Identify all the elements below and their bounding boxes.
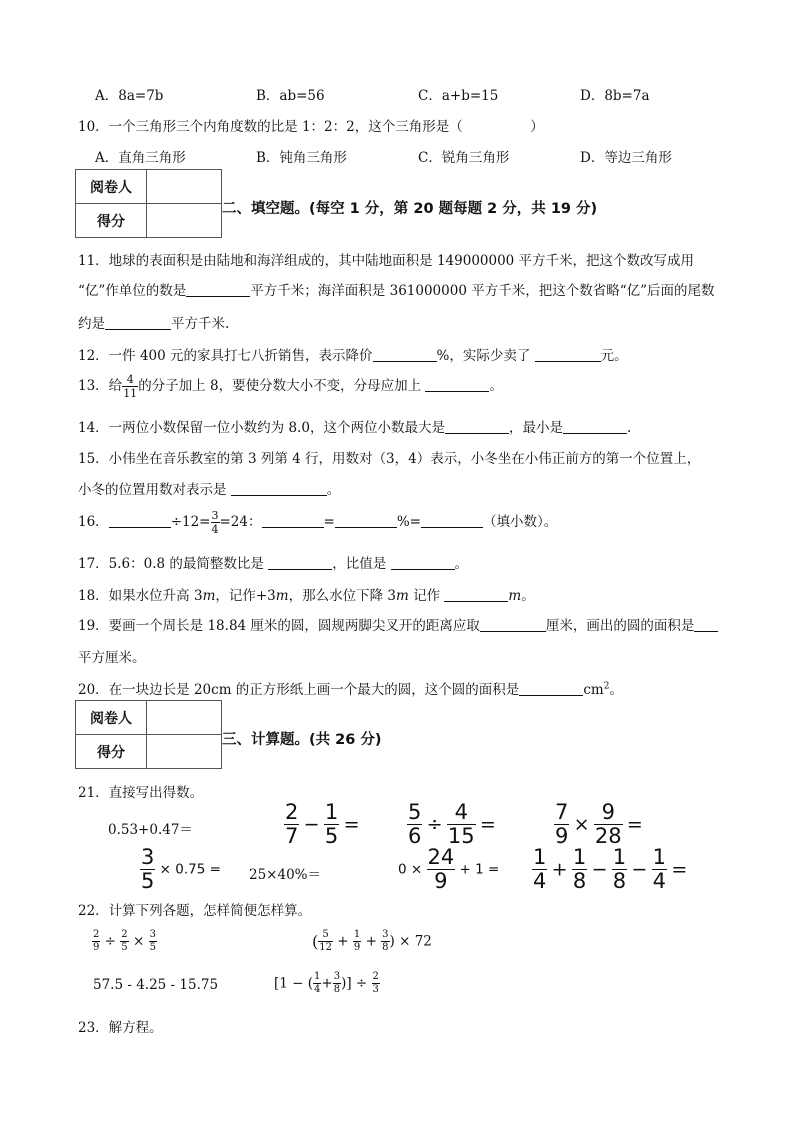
answer-blank[interactable]: [694, 617, 718, 632]
answer-blank[interactable]: [445, 419, 509, 434]
q10-option-a: A．直角三角形: [95, 150, 186, 166]
fraction: $\frac{1}{5}$: [324, 800, 339, 848]
fraction: $\frac{9}{28}$: [594, 800, 622, 848]
q15-line2: 小冬的位置用数对表示是 。: [78, 482, 341, 498]
q9-option-d: D．8b=7a: [580, 88, 650, 104]
q10-option-d: D．等边三角形: [580, 150, 672, 166]
q19-line1: 19．要画一个周长是 18.84 厘米的圆，圆规两脚尖叉开的距离应取 厘米，画出的圆的面积是: [78, 614, 718, 634]
answer-blank[interactable]: [268, 555, 332, 570]
q12: 12．一件 400 元的家具打七八折销售，表示降价 %，实际少卖了 元。: [78, 348, 628, 364]
fraction: $\frac{3}{8}$: [382, 929, 389, 953]
grader-label: 阅卷人: [76, 170, 147, 204]
answer-blank[interactable]: [519, 681, 583, 696]
q9-option-a: A．8a=7b: [95, 88, 164, 104]
fraction: $\frac{2}{5}$: [121, 929, 128, 953]
score-label: 得分: [76, 735, 147, 769]
fraction: $\frac{2}{3}$: [372, 971, 379, 995]
q23-title: 23．解方程。: [78, 1020, 163, 1036]
q10-option-b: B．钝角三角形: [256, 150, 347, 166]
fraction: $\frac{5}{6}$: [408, 800, 422, 848]
grader-cell: [147, 701, 222, 735]
fraction: $\frac{1}{4}$: [652, 845, 667, 893]
q22-expr-1: $\frac{2}{9}$ ÷ $\frac{2}{5}$ × $\frac{3}{5}$: [93, 929, 156, 953]
answer-blank[interactable]: [563, 419, 627, 434]
fraction: $\frac{2}{7}$: [285, 800, 299, 848]
answer-blank[interactable]: [109, 513, 171, 528]
fraction: $\frac{4}{11}$: [123, 373, 138, 400]
q17: 17．5.6：0.8 的最简整数比是 ，比值是 。: [78, 556, 468, 572]
answer-blank[interactable]: [373, 347, 437, 362]
fraction: $\frac{1}{9}$: [353, 929, 361, 953]
grader-label: 阅卷人: [76, 701, 147, 735]
score-label: 得分: [76, 204, 147, 238]
fraction: $\frac{1}{8}$: [612, 845, 627, 893]
answer-blank[interactable]: [186, 282, 250, 297]
answer-blank[interactable]: [480, 617, 546, 632]
q10-option-c: C．锐角三角形: [418, 150, 510, 166]
score-box-2: [75, 700, 222, 769]
q19-line2: 平方厘米。: [78, 650, 146, 666]
q22-expr-4: [1 − ( $\frac{1}{4}$ + $\frac{3}{8}$ )] ÷ $\frac{2}{3}$: [274, 971, 379, 995]
answer-blank[interactable]: [391, 555, 455, 570]
q11-line2: “亿”作单位的数是 平方千米；海洋面积是 361000000 平方千米，把这个数省略“亿”后面的尾数: [78, 283, 715, 299]
fraction: $\frac{3}{4}$: [211, 509, 219, 536]
q16: 16． ÷12= $\frac{3}{4}$ =24： = %= （填小数）。: [78, 509, 558, 536]
score-box-1: [75, 169, 222, 238]
q18: 18．如果水位升高 3m，记作+3m，那么水位下降 3m 记作 m。: [78, 588, 535, 604]
fraction: $\frac{1}{4}$: [533, 845, 547, 893]
grader-cell: [147, 170, 222, 204]
q21-expr-6: 25×40%＝: [249, 867, 321, 883]
q11-line1: 11．地球的表面积是由陆地和海洋组成的，其中陆地面积是 149000000 平方千米，把这个数改写成用: [78, 253, 695, 269]
fraction: $\frac{3}{5}$: [141, 845, 155, 893]
q20: 20．在一块边长是 20cm 的正方形纸上画一个最大的圆，这个圆的面积是 $cm^2$。: [78, 681, 623, 698]
q21-expr-1: 0.53+0.47＝: [108, 822, 193, 838]
q21-expr-4: $\frac{7}{9}$ × $\frac{9}{28}$ =: [555, 800, 643, 848]
answer-blank[interactable]: [425, 377, 489, 392]
answer-blank[interactable]: [535, 347, 601, 362]
answer-blank[interactable]: [105, 315, 171, 330]
q21-expr-8: $\frac{1}{4}$ + $\frac{1}{8}$ − $\frac{1}{8}$ − $\frac{1}{4}$ =: [533, 845, 688, 893]
q22-expr-3: 57.5 - 4.25 - 15.75: [93, 977, 219, 993]
answer-blank[interactable]: [421, 513, 483, 528]
fraction: $\frac{24}{9}$: [427, 845, 455, 893]
answer-blank[interactable]: [262, 513, 324, 528]
section-2-title: 二、填空题。(每空 1 分，第 20 题每题 2 分，共 19 分): [222, 201, 598, 217]
fraction: $\frac{1}{8}$: [572, 845, 587, 893]
q15-line1: 15．小伟坐在音乐教室的第 3 列第 4 行，用数对（3，4）表示，小冬坐在小伟正前方的第一个位置上，: [78, 451, 701, 467]
q21-expr-7: 0 × $\frac{24}{9}$ + 1 =: [398, 845, 500, 893]
answer-blank[interactable]: [231, 481, 327, 496]
q21-expr-5: $\frac{3}{5}$ × 0.75 =: [141, 845, 221, 893]
q9-option-b: B．ab=56: [256, 88, 325, 104]
score-cell: [147, 735, 222, 769]
q14: 14．一两位小数保留一位小数约为 8.0，这个两位小数最大是 ，最小是 .: [78, 420, 632, 436]
fraction: $\frac{3}{8}$: [333, 971, 341, 995]
answer-blank[interactable]: [335, 513, 397, 528]
q22-title: 22．计算下列各题，怎样简便怎样算。: [78, 903, 312, 919]
q22-expr-2: ( $\frac{5}{12}$ + $\frac{1}{9}$ + $\frac{3}{8}$ ) × 72: [312, 929, 432, 953]
section-3-title: 三、计算题。(共 26 分): [222, 732, 382, 748]
q13: 13．给 $\frac{4}{11}$ 的分子加上 8，要使分数大小不变，分母应加上 。: [78, 373, 503, 400]
q10-stem: 10．一个三角形三个内角度数的比是 1：2：2，这个三角形是（ ）: [78, 119, 544, 135]
fraction: $\frac{7}{9}$: [555, 800, 569, 848]
fraction: $\frac{3}{5}$: [149, 929, 156, 953]
fraction: $\frac{4}{15}$: [447, 800, 475, 848]
q21-expr-2: $\frac{2}{7}$ − $\frac{1}{5}$ =: [285, 800, 360, 848]
q11-line3: 约是 平方千米.: [78, 316, 230, 332]
fraction: $\frac{2}{9}$: [93, 929, 100, 953]
fraction: $\frac{5}{12}$: [319, 929, 332, 953]
q9-option-c: C．a+b=15: [418, 88, 499, 104]
score-cell: [147, 204, 222, 238]
fraction: $\frac{1}{4}$: [314, 971, 321, 995]
q21-expr-3: $\frac{5}{6}$ ÷ $\frac{4}{15}$ =: [408, 800, 496, 848]
q21-title: 21．直接写出得数。: [78, 785, 204, 801]
answer-blank[interactable]: [444, 587, 508, 602]
